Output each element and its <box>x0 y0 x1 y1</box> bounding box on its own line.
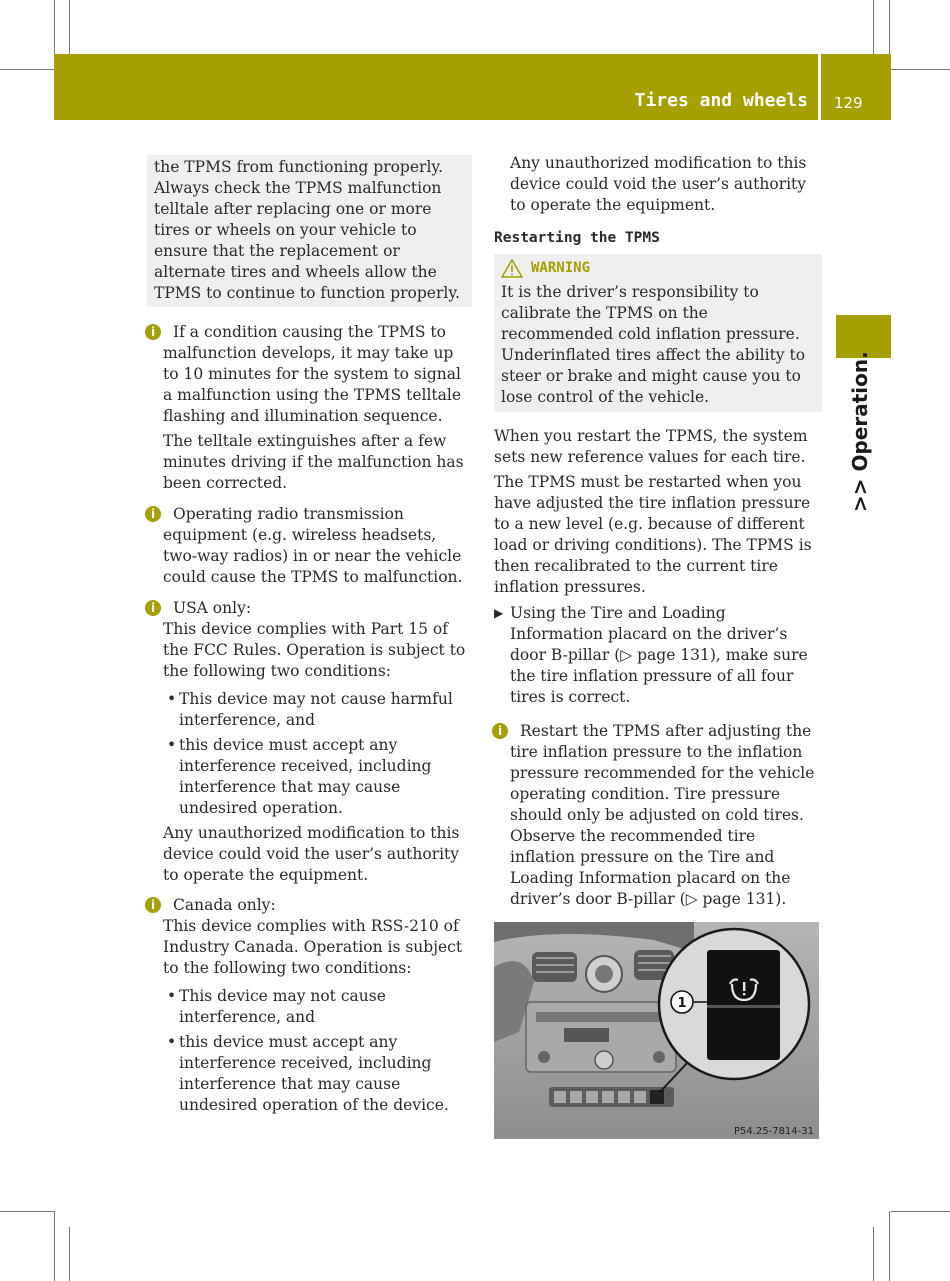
right-column <box>494 153 822 910</box>
crop-mark <box>891 1211 950 1212</box>
step-item <box>494 603 822 708</box>
bullet-dot: • <box>167 1033 177 1051</box>
info-icon: i <box>145 506 161 522</box>
info-icon: i <box>492 723 508 739</box>
crop-mark <box>873 1227 874 1281</box>
crop-mark <box>889 0 890 54</box>
warning-triangle-icon <box>501 259 523 278</box>
canada-intro: This device complies with RSS-210 of Industry Canada. Operation is subject to the following two conditions: <box>163 917 463 977</box>
info-icon: i <box>145 897 161 913</box>
info-note <box>147 504 472 588</box>
header-separator <box>818 54 821 120</box>
crop-mark <box>69 1227 70 1281</box>
bullet-dot: • <box>167 690 177 708</box>
list-item <box>163 689 472 731</box>
continued-warning-box <box>147 155 472 307</box>
list-item-text: This device may not cause harmful interference, and <box>179 690 453 729</box>
body-paragraph: The TPMS must be restarted when you have adjusted the tire inflation pressure to a new level (e.g. because of different load or driving conditions). The TPMS is then recalibrated to the current tire inflation pressures. <box>494 473 812 596</box>
figure-callout-number: 1 <box>677 996 687 1011</box>
section-heading: Restarting the TPMS <box>494 230 660 246</box>
info-icon: i <box>145 324 161 340</box>
list-item-text: this device must accept any interference received, including interference that may cause undesired operation. <box>179 736 432 817</box>
usa-closing: Any unauthorized modification to this device could void the user’s authority to operate the equipment. <box>163 824 460 884</box>
crop-mark <box>889 1211 890 1281</box>
list-item <box>163 986 472 1028</box>
tpms-button-photo <box>494 922 819 1139</box>
bullet-dot: • <box>167 987 177 1005</box>
info-note-text: Operating radio transmission equipment (e.g. wireless headsets, two-way radios) in or near the vehicle could cause the TPMS to malfunction. <box>163 505 463 586</box>
info-note <box>147 322 472 494</box>
warning-box <box>494 254 822 412</box>
list-item <box>163 1032 472 1116</box>
warning-header <box>501 258 815 279</box>
crop-mark <box>0 69 54 70</box>
page-number: 129 <box>834 94 863 112</box>
body-paragraph: When you restart the TPMS, the system sets new reference values for each tire. <box>494 427 808 466</box>
left-column <box>147 155 472 1116</box>
crop-mark <box>0 1211 54 1212</box>
warning-label: WARNING <box>531 260 591 276</box>
figure-code: P54.25-7814-31 <box>733 1126 814 1137</box>
info-note-canada <box>147 895 472 1116</box>
continued-warning-text: the TPMS from functioning properly. Always check the TPMS malfunction telltale after replacing one or more tires or wheels on your vehicle to ensure that the replacement or alternate tires and wheels allow the TPMS to continue to function properly. <box>154 158 460 302</box>
right-top-text: Any unauthorized modification to this device could void the user’s authority to operate the equipment. <box>510 154 807 214</box>
usa-intro: This device complies with Part 15 of the FCC Rules. Operation is subject to the following two conditions: <box>163 620 466 680</box>
info-note-usa <box>147 598 472 886</box>
usa-label: USA only: <box>173 599 252 617</box>
crop-mark <box>54 1211 55 1281</box>
warning-text: It is the driver’s responsibility to calibrate the TPMS on the recommended cold inflation pressure. Underinflated tires affect the ability to steer or brake and might cause you to lose control of the vehicle. <box>501 283 806 406</box>
bullet-dot: • <box>167 736 177 754</box>
crop-mark <box>891 69 950 70</box>
list-item-text: this device must accept any interference received, including interference that may cause undesired operation of the device. <box>179 1033 449 1114</box>
info-icon: i <box>145 600 161 616</box>
crop-mark <box>69 0 70 54</box>
info-note-text: Restart the TPMS after adjusting the tire inflation pressure to the inflation pressure recommended for the vehicle operating condition. Tire pressure should only be adjusted on cold tires. Observe the recommended tire inflation pressure on the Tire and Loading Information placard on the driver’s door B-pillar (▷ page 131). <box>510 722 815 908</box>
step-arrow-icon: ▶ <box>494 606 504 620</box>
crop-mark <box>873 0 874 54</box>
info-note-text: The telltale extinguishes after a few minutes driving if the malfunction has been corrected. <box>163 432 464 492</box>
step-text: Using the Tire and Loading Information placard on the driver’s door B-pillar (▷ page 131), make sure the tire inflation pressure of all four tires is correct. <box>510 604 808 706</box>
list-item <box>163 735 472 819</box>
list-item-text: This device may not cause interference, and <box>179 987 386 1026</box>
section-side-label: >> Operation. <box>848 351 872 512</box>
canada-label: Canada only: <box>173 896 276 914</box>
info-note <box>494 721 822 910</box>
info-note-text: If a condition causing the TPMS to malfunction develops, it may take up to 10 minutes for the system to signal a malfunction using the TPMS telltale flashing and illumination sequence. <box>163 323 462 425</box>
crop-mark <box>54 0 55 54</box>
page-title: Tires and wheels <box>634 90 808 111</box>
